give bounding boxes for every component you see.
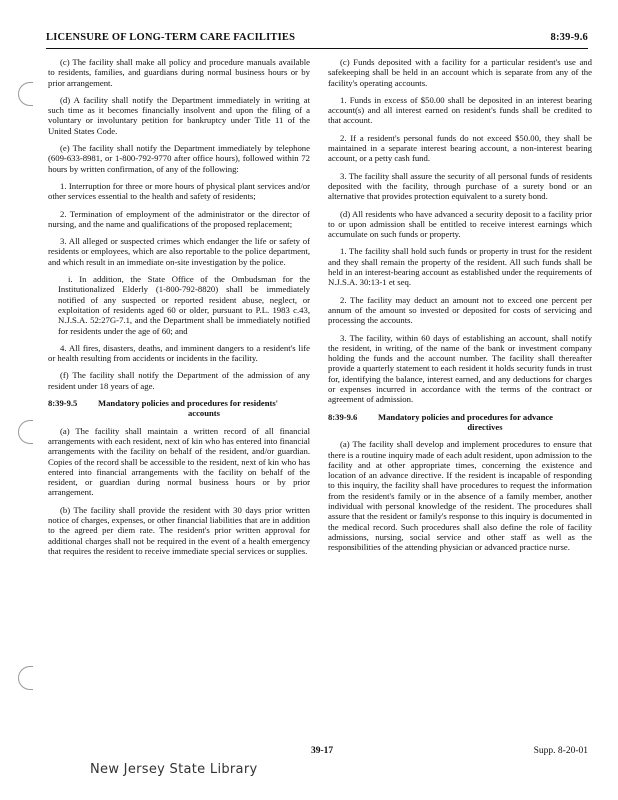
section-title: [98, 398, 310, 419]
section-title-line: directives: [467, 421, 503, 432]
paragraph: 3. The facility shall assure the security of all personal funds of residents deposited with the facility, through purchase of a surety bond or an alternative that provides protection equivalent to a surety bond.: [328, 170, 592, 202]
section-title-line: Mandatory policies and procedures for residents': [98, 398, 279, 409]
paragraph: 2. Termination of employment of the administrator or the director of nursing, and the name and qualifications of the proposed replacement;: [48, 208, 310, 229]
paragraph: (b) The facility shall provide the resident with 30 days prior written notice of charges, expenses, or other financial liabilities that are in addition to the agreed per diem rate. The resident's prior written approval for additional charges shall not be required in the event of a health emergency that requires the resident to receive immediate special services or supplies.: [48, 504, 310, 556]
section-number: 8:39-9.6: [328, 411, 358, 422]
paragraph: 3. The facility, within 60 days of establishing an account, shall notify the resident, in writing, of the name of the bank or investment company holding the funds and the account number. The facility shall thereafter provide a quarterly statement to each resident it holds security funds in trust for, identifying the balance, interest earned, and any deductions for charges or expenses incurred in accordance with the terms of the contract or agreement of admission.: [328, 332, 592, 405]
paragraph: (c) The facility shall make all policy and procedure manuals available to residents, families, and guardians during normal business hours or by prior arrangement.: [48, 57, 310, 88]
punch-hole-mark: [18, 666, 33, 690]
header-section-range: 8:39-9.6: [550, 32, 588, 43]
paragraph: (a) The facility shall maintain a written record of all financial arrangements with each resident, next of kin who has entered into financial arrangements with the facility on behalf of the resident, and/or guardian. Copies of the record shall be accessible to the resident, next of kin who has entered into financial arrangements with the facility on behalf of the resident, or guardian during normal business hours or by prior arrangement.: [48, 425, 310, 498]
section-number: 8:39-9.5: [48, 398, 78, 409]
paragraph: (e) The facility shall notify the Department immediately by telephone (609-633-8981, or 1-800-792-9770 after office hours), followed within 72 hours by written confirmation, of any of the following:: [48, 143, 310, 174]
paragraph: (a) The facility shall develop and implement procedures to ensure that there is a routine inquiry made of each adult resident, upon admission to the facility and at other appropriate times, concerning the existence and location of an advance directive. If the resident is incapable of responding to this inquiry, the facility shall have procedures to request the information from the resident's family or in the absence of a family member, another individual with personal knowledge of the resident. The procedures shall assure that the resident or family's response to this inquiry is documented in the medical record. Such procedures shall also define the role of facility admissions, nursing, social service and other staff as well as the responsibilities of the attending physician or advanced practice nurse.: [328, 439, 592, 553]
paragraph: 1. Interruption for three or more hours of physical plant services and/or other services essential to the health and safety of residents;: [48, 180, 310, 202]
section-title: [378, 412, 592, 433]
paragraph: (d) A facility shall notify the Department immediately in writing at such time as it becomes financially insolvent and upon the filing of a voluntary or involuntary petition for bankruptcy under Title 11 of the United States Code.: [48, 94, 310, 136]
section-title-line: Mandatory policies and procedures for advance: [378, 411, 553, 422]
paragraph: (c) Funds deposited with a facility for a particular resident's use and safekeeping shall be held in an account which is separate from any of the facility's operating accounts.: [328, 57, 592, 88]
supplement-date: Supp. 8-20-01: [533, 746, 588, 756]
running-header: [46, 30, 588, 49]
paragraph: 1. Funds in excess of $50.00 shall be deposited in an interest bearing account(s) and all interest earned on resident's funds shall be credited to that account.: [328, 94, 592, 126]
paragraph: 2. The facility may deduct an amount not to exceed one percent per annum of the amount so invested or deposited for costs of servicing and processing the accounts.: [328, 294, 592, 326]
paragraph: 2. If a resident's personal funds do not exceed $50.00, they shall be maintained in a separate interest bearing account, a non-interest bearing account, or a petty cash fund.: [328, 132, 592, 164]
header-title: LICENSURE OF LONG-TERM CARE FACILITIES: [46, 32, 296, 43]
page-number: 39-17: [311, 746, 334, 756]
punch-hole-mark: [18, 420, 33, 444]
left-column: [48, 57, 310, 563]
punch-hole-mark: [18, 82, 33, 106]
paragraph: (d) All residents who have advanced a security deposit to a facility prior to or upon admission shall be entitled to receive interest earnings which accumulate on such funds or property.: [328, 208, 592, 240]
right-column: [328, 57, 592, 559]
section-heading-9-5: [48, 398, 310, 419]
paragraph: (f) The facility shall notify the Department of the admission of any resident under 18 years of age.: [48, 370, 310, 391]
paragraph: 4. All fires, disasters, deaths, and imminent dangers to a resident's life or health resulting from accidents or incidents in the facility.: [48, 342, 310, 364]
paragraph: 3. All alleged or suspected crimes which endanger the life or safety of residents or employees, which are also reportable to the police department, and which result in an immediate on-site investigation by the police.: [48, 236, 310, 267]
section-heading-9-6: [328, 412, 592, 433]
paragraph: i. In addition, the State Office of the Ombudsman for the Institutionalized Elderly (1-800-792-8820) shall be immediately notified of any suspected or reported resident abuse, neglect, or exploitation of residents aged 60 or older, pursuant to P.L. 1983 c.43, N.J.S.A. 52:27G-7.1, and the Department shall be immediately notified for residents under the age of 60; and: [58, 274, 310, 336]
library-stamp: New Jersey State Library: [90, 762, 258, 777]
section-title-line: accounts: [188, 408, 220, 419]
paragraph: 1. The facility shall hold such funds or property in trust for the resident and they shall remain the property of the resident. All such funds shall be held in an interest-bearing account as established under the requirements of N.J.S.A. 30:13-1 et seq.: [328, 246, 592, 288]
